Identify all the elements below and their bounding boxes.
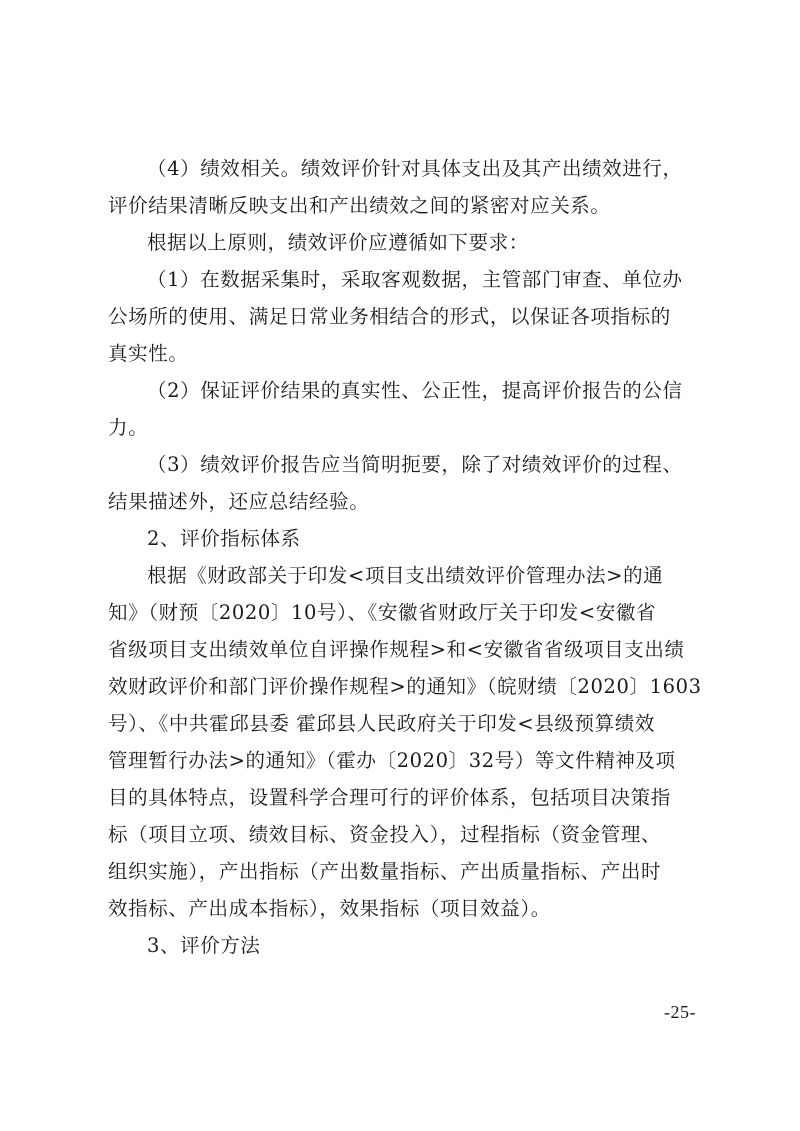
text-line: （1）在数据采集时，采取客观数据，主管部门审查、单位办	[147, 268, 683, 291]
text-line: （2）保证评价结果的真实性、公正性，提高评价报告的公信	[147, 379, 683, 402]
text-line: 效财政评价和部门评价操作规程>的通知》（皖财绩〔2020〕1603	[108, 675, 702, 698]
text-line: 目的具体特点，设置科学合理可行的评价体系，包括项目决策指	[108, 786, 671, 809]
text-line: 根据以上原则，绩效评价应遵循如下要求：	[147, 231, 529, 254]
document-body	[108, 150, 702, 964]
text-line: 力。	[108, 416, 149, 439]
text-line: 结果描述外，还应总结经验。	[108, 490, 370, 513]
page-number: -25-	[664, 1002, 696, 1022]
text-line: 真实性。	[108, 342, 189, 365]
paragraph-req-3	[108, 446, 698, 520]
text-line: 3、评价方法	[147, 934, 261, 957]
text-line: 管理暂行办法>的通知》（霍办〔2020〕32号）等文件精神及项	[108, 749, 676, 772]
text-line: 号）、《中共霍邱县委 霍邱县人民政府关于印发<县级预算绩效	[108, 712, 655, 735]
paragraph-heading-3	[108, 927, 698, 964]
paragraph-req-2	[108, 372, 698, 446]
paragraph-requirements-intro	[108, 224, 698, 261]
text-line: 标（项目立项、绩效目标、资金投入），过程指标（资金管理、	[108, 823, 662, 846]
text-line: 2、评价指标体系	[147, 527, 301, 550]
text-line: 评价结果清晰反映支出和产出绩效之间的紧密对应关系。	[108, 194, 611, 217]
text-line: 省级项目支出绩效单位自评操作规程>和<安徽省省级项目支出绩	[108, 638, 685, 661]
text-line: （3）绩效评价报告应当简明扼要，除了对绩效评价的过程、	[147, 453, 683, 476]
paragraph-heading-2	[108, 520, 698, 557]
paragraph-req-1	[108, 261, 698, 372]
text-line: 效指标、产出成本指标），效果指标（项目效益）。	[108, 897, 551, 920]
paragraph-performance-related	[108, 150, 698, 224]
text-line: 公场所的使用、满足日常业务相结合的形式，以保证各项指标的	[108, 305, 671, 328]
text-line: 根据《财政部关于印发<项目支出绩效评价管理办法>的通	[147, 564, 664, 587]
paragraph-indicator-system	[108, 557, 702, 927]
text-line: 组织实施），产出指标（产出数量指标、产出质量指标、产出时	[108, 860, 662, 883]
text-line: （4）绩效相关。绩效评价针对具体支出及其产出绩效进行，	[147, 157, 683, 180]
text-line: 知》（财预〔2020〕10号）、《安徽省财政厅关于印发<安徽省	[108, 601, 657, 624]
